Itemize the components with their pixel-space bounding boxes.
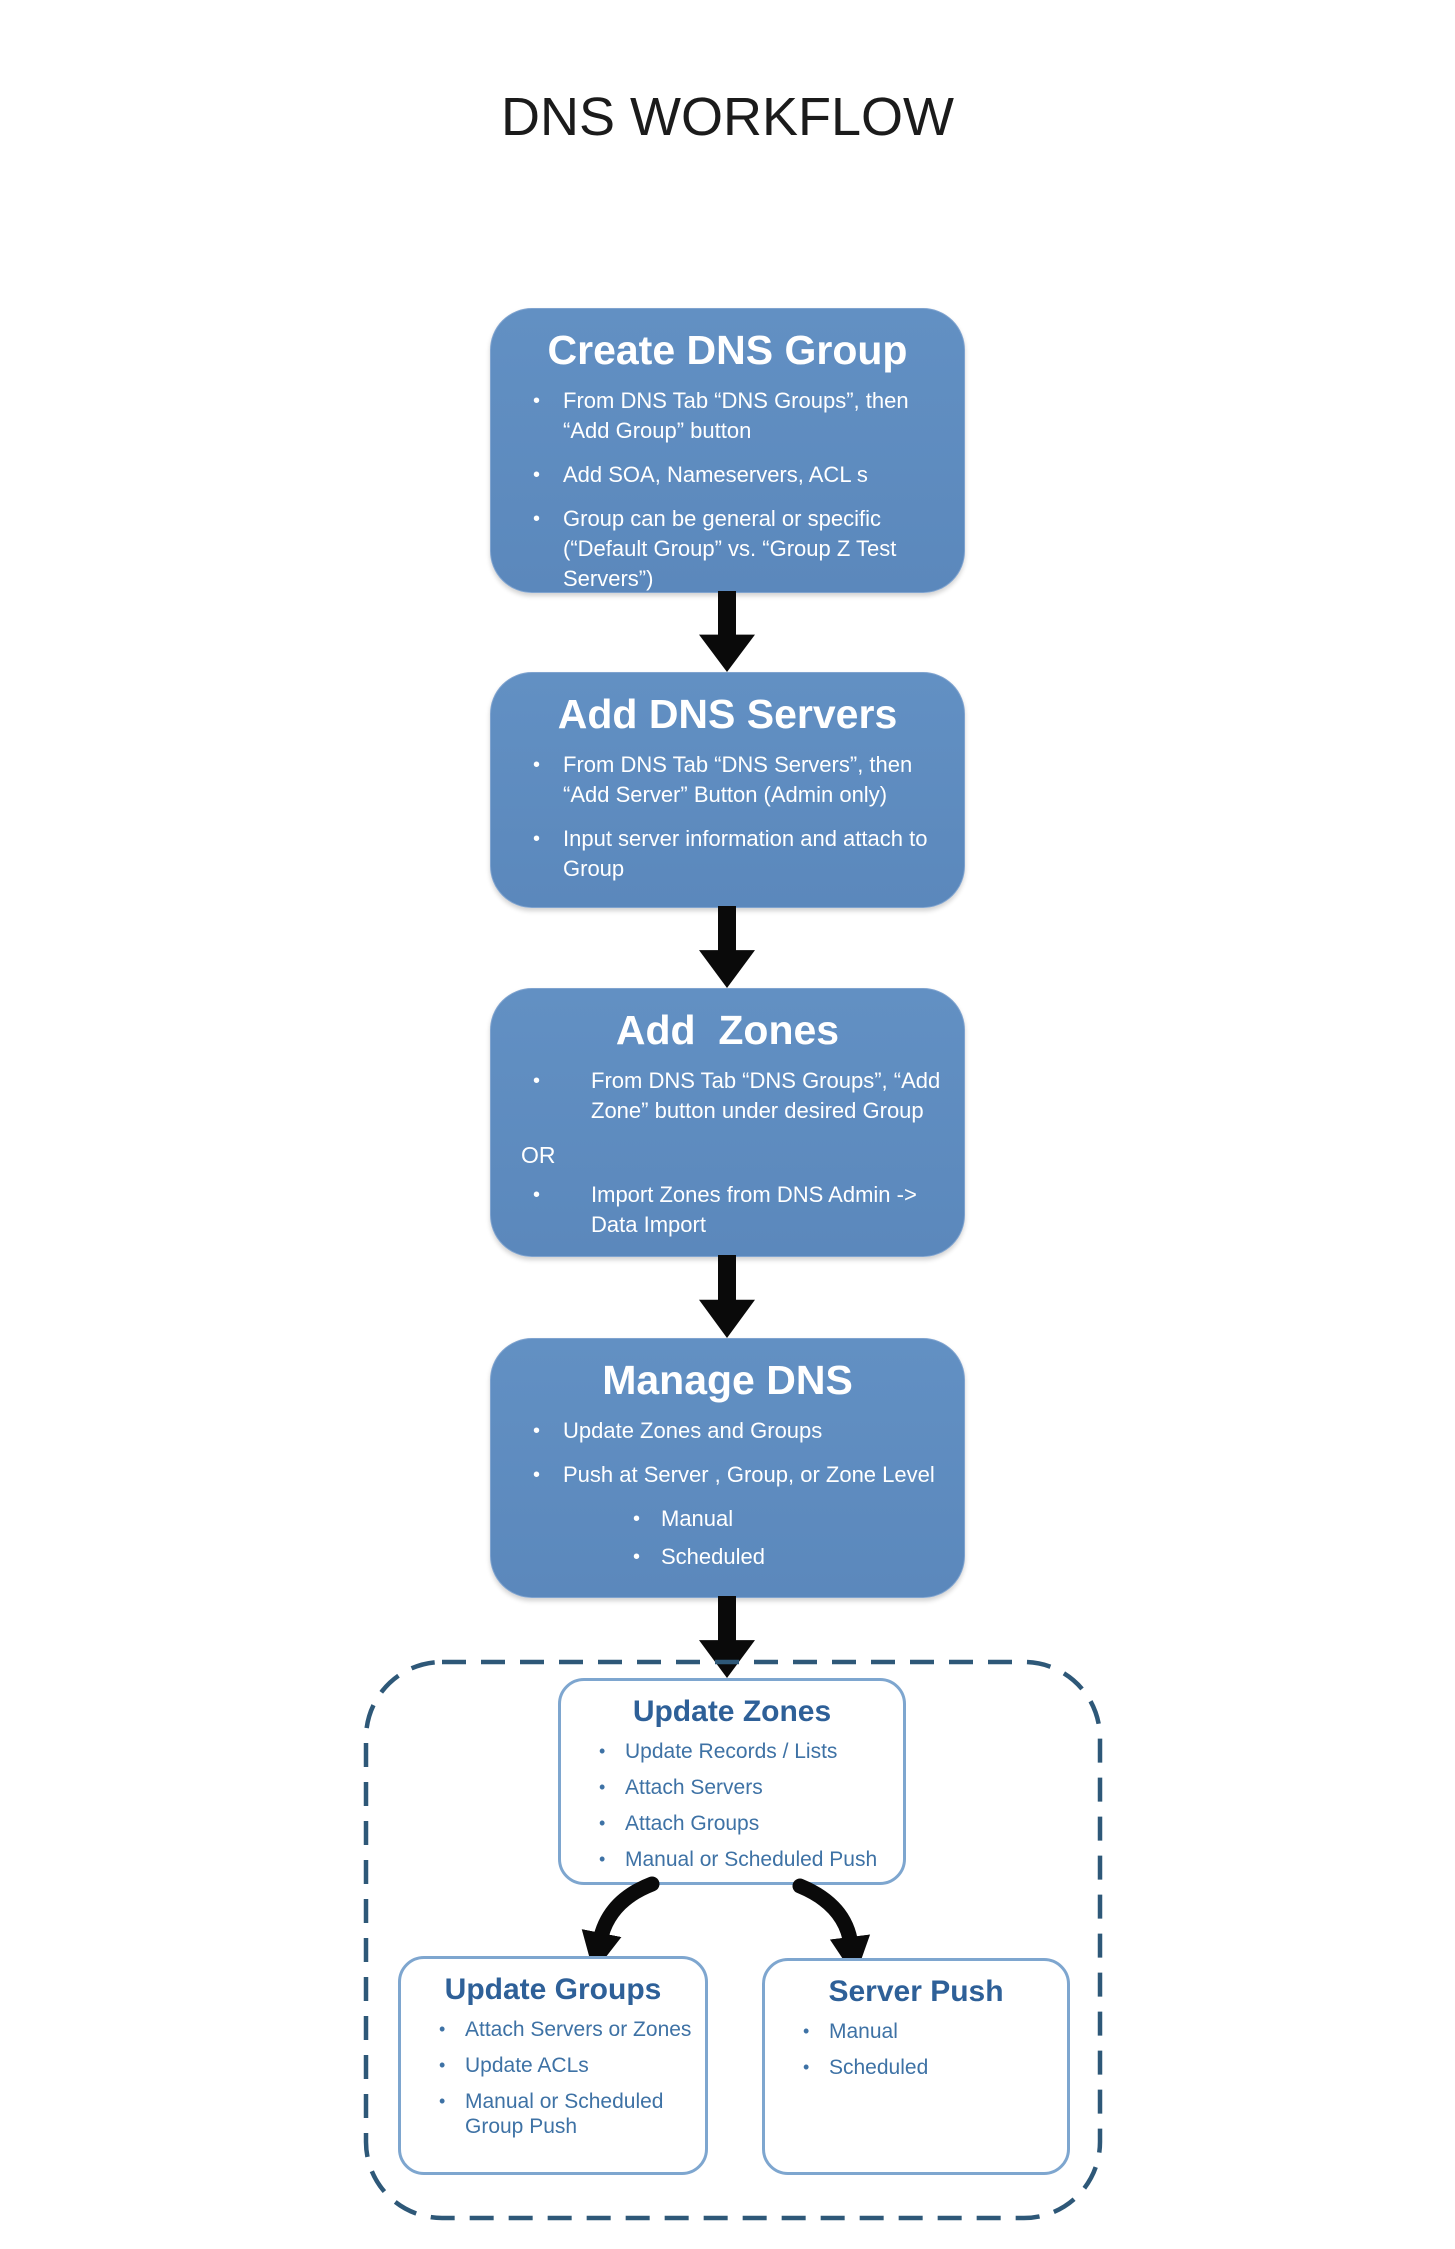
node-sub-bullet-list [491, 1504, 964, 1572]
node-bullet: • Attach Servers [561, 1775, 891, 1800]
node-bullet-list [491, 1066, 964, 1126]
node-bullet: • From DNS Tab “DNS Groups”, “Add Zone” button under desired Group [491, 1066, 942, 1126]
node-bullet-list [401, 2017, 705, 2139]
node-bullet: • Input server information and attach to Group [491, 824, 942, 884]
node-bullet: • Manual or Scheduled Push [561, 1847, 891, 1872]
node-bullet-list [491, 386, 964, 594]
node-bullet: • Update Zones and Groups [491, 1416, 942, 1446]
node-sub-bullet: • Scheduled [491, 1542, 964, 1572]
or-label: OR [521, 1142, 556, 1168]
node-bullet: • Update Records / Lists [561, 1739, 891, 1764]
node-title: Add Zones [615, 1007, 840, 1053]
node-bullet: • Group can be general or specific (“Default Group” vs. “Group Z Test Servers”) [491, 504, 942, 594]
node-bullet-list [491, 750, 964, 884]
detail-node-server-push [762, 1958, 1070, 2175]
node-bullet: • From DNS Tab “DNS Groups”, then “Add Group” button [491, 386, 942, 446]
down-arrow-icon [699, 591, 755, 672]
node-bullet: • Attach Servers or Zones [401, 2017, 693, 2042]
flow-node-add-zones [490, 988, 965, 1257]
detail-node-update-groups [398, 1956, 708, 2175]
node-bullet: • Manual or Scheduled Group Push [401, 2089, 693, 2139]
curved-arrow-right-icon [800, 1886, 851, 1945]
node-sub-bullet: • Manual [491, 1504, 964, 1534]
node-bullet: • From DNS Tab “DNS Servers”, then “Add Server” Button (Admin only) [491, 750, 942, 810]
flow-node-create-dns-group [490, 308, 965, 593]
node-bullet: • Scheduled [765, 2055, 1055, 2080]
curved-arrow-left-icon [600, 1884, 652, 1941]
flow-node-add-dns-servers [490, 672, 965, 908]
node-bullet-list [561, 1739, 903, 1872]
node-bullet: • Import Zones from DNS Admin -> Data Import [491, 1180, 942, 1240]
node-bullet: • Push at Server , Group, or Zone Level [491, 1460, 942, 1490]
node-bullet: • Attach Groups [561, 1811, 891, 1836]
node-bullet-list [491, 1180, 964, 1240]
detail-node-update-zones [558, 1678, 906, 1885]
node-bullet: • Update ACLs [401, 2053, 693, 2078]
node-bullet-list [491, 1416, 964, 1490]
flow-node-manage-dns [490, 1338, 965, 1598]
node-title: Manage DNS [602, 1357, 853, 1403]
node-title: Server Push [828, 1975, 1004, 2008]
down-arrow-icon [699, 906, 755, 988]
node-title: Update Zones [632, 1695, 832, 1728]
page-title: DNS WORKFLOW [501, 87, 954, 147]
node-title: Add DNS Servers [557, 691, 898, 737]
node-title: Update Groups [444, 1973, 662, 2006]
node-bullet-list [765, 2019, 1067, 2080]
node-bullet: • Manual [765, 2019, 1055, 2044]
node-bullet: • Add SOA, Nameservers, ACL s [491, 460, 942, 490]
down-arrow-icon [699, 1255, 755, 1338]
node-title: Create DNS Group [547, 327, 908, 373]
